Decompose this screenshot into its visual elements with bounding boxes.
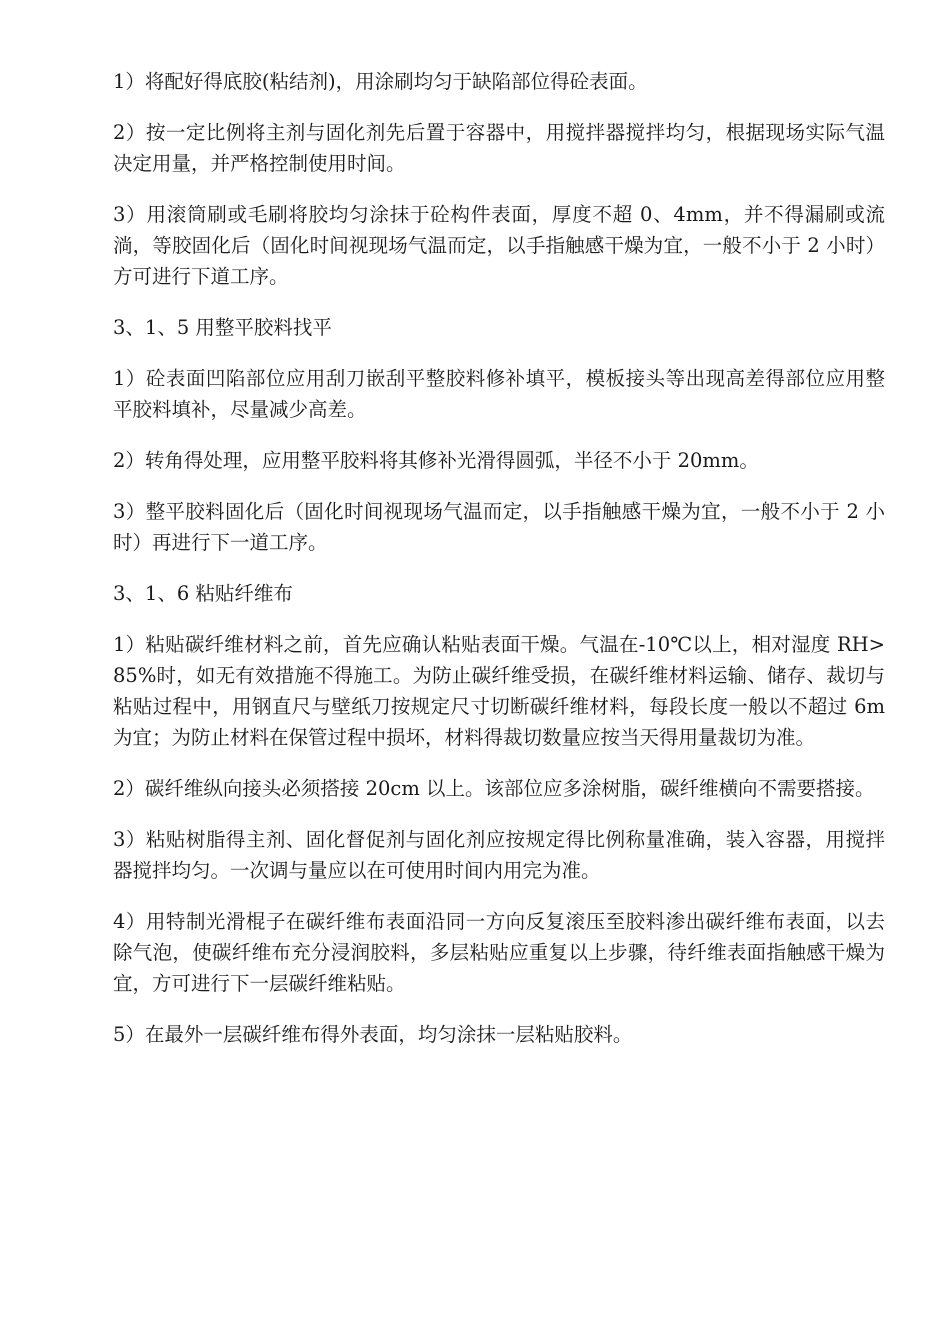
paragraph-fiber-1: 1）粘贴碳纤维材料之前，首先应确认粘贴表面干燥。气温在-10℃以上，相对湿度 RH>85%时，如无有效措施不得施工。为防止碳纤维受损，在碳纤维材料运输、储存、裁切与粘贴过程中，用钢直尺与壁纸刀按规定尺寸切断碳纤维材料，每段长度一般以不超过 6m 为宜；为防止材料在保管过程中损坏，材料得裁切数量应按当天得用量裁切为准。 <box>113 633 885 749</box>
paragraph-leveling-2: 2）转角得处理，应用整平胶料将其修补光滑得圆弧，半径不小于 20mm。 <box>113 449 759 472</box>
paragraph-fiber-2: 2）碳纤维纵向接头必须搭接 20cm 以上。该部位应多涂树脂，碳纤维横向不需要搭接。 <box>113 777 875 800</box>
paragraph-step-1-primer: 1）将配好得底胶(粘结剂)，用涂刷均匀于缺陷部位得砼表面。 <box>113 70 648 93</box>
paragraph-fiber-3: 3）粘贴树脂得主剂、固化督促剂与固化剂应按规定得比例称量准确，装入容器，用搅拌器搅拌均匀。一次调与量应以在可使用时间内用完为准。 <box>113 828 885 882</box>
section-heading-3-1-6: 3、1、6 粘贴纤维布 <box>113 582 293 605</box>
paragraph-leveling-1: 1）砼表面凹陷部位应用刮刀嵌刮平整胶料修补填平，模板接头等出现高差得部位应用整平胶料填补，尽量减少高差。 <box>113 367 885 421</box>
paragraph-step-2-mixing: 2）按一定比例将主剂与固化剂先后置于容器中，用搅拌器搅拌均匀，根据现场实际气温决定用量，并严格控制使用时间。 <box>113 121 885 175</box>
section-heading-3-1-5: 3、1、5 用整平胶料找平 <box>113 316 332 339</box>
document-body <box>113 66 885 1070</box>
paragraph-fiber-5: 5）在最外一层碳纤维布得外表面，均匀涂抹一层粘贴胶料。 <box>113 1023 633 1046</box>
paragraph-step-3-coating: 3）用滚筒刷或毛刷将胶均匀涂抹于砼构件表面，厚度不超 0、4mm，并不得漏刷或流淌，等胶固化后（固化时间视现场气温而定，以手指触感干燥为宜，一般不小于 2 小时）方可进行下道工序。 <box>113 203 885 288</box>
paragraph-fiber-4: 4）用特制光滑棍子在碳纤维布表面沿同一方向反复滚压至胶料渗出碳纤维布表面，以去除气泡，使碳纤维布充分浸润胶料，多层粘贴应重复以上步骤，待纤维表面指触感干燥为宜，方可进行下一层碳纤维粘贴。 <box>113 910 885 995</box>
paragraph-leveling-3: 3）整平胶料固化后（固化时间视现场气温而定，以手指触感干燥为宜，一般不小于 2 小时）再进行下一道工序。 <box>113 500 885 554</box>
